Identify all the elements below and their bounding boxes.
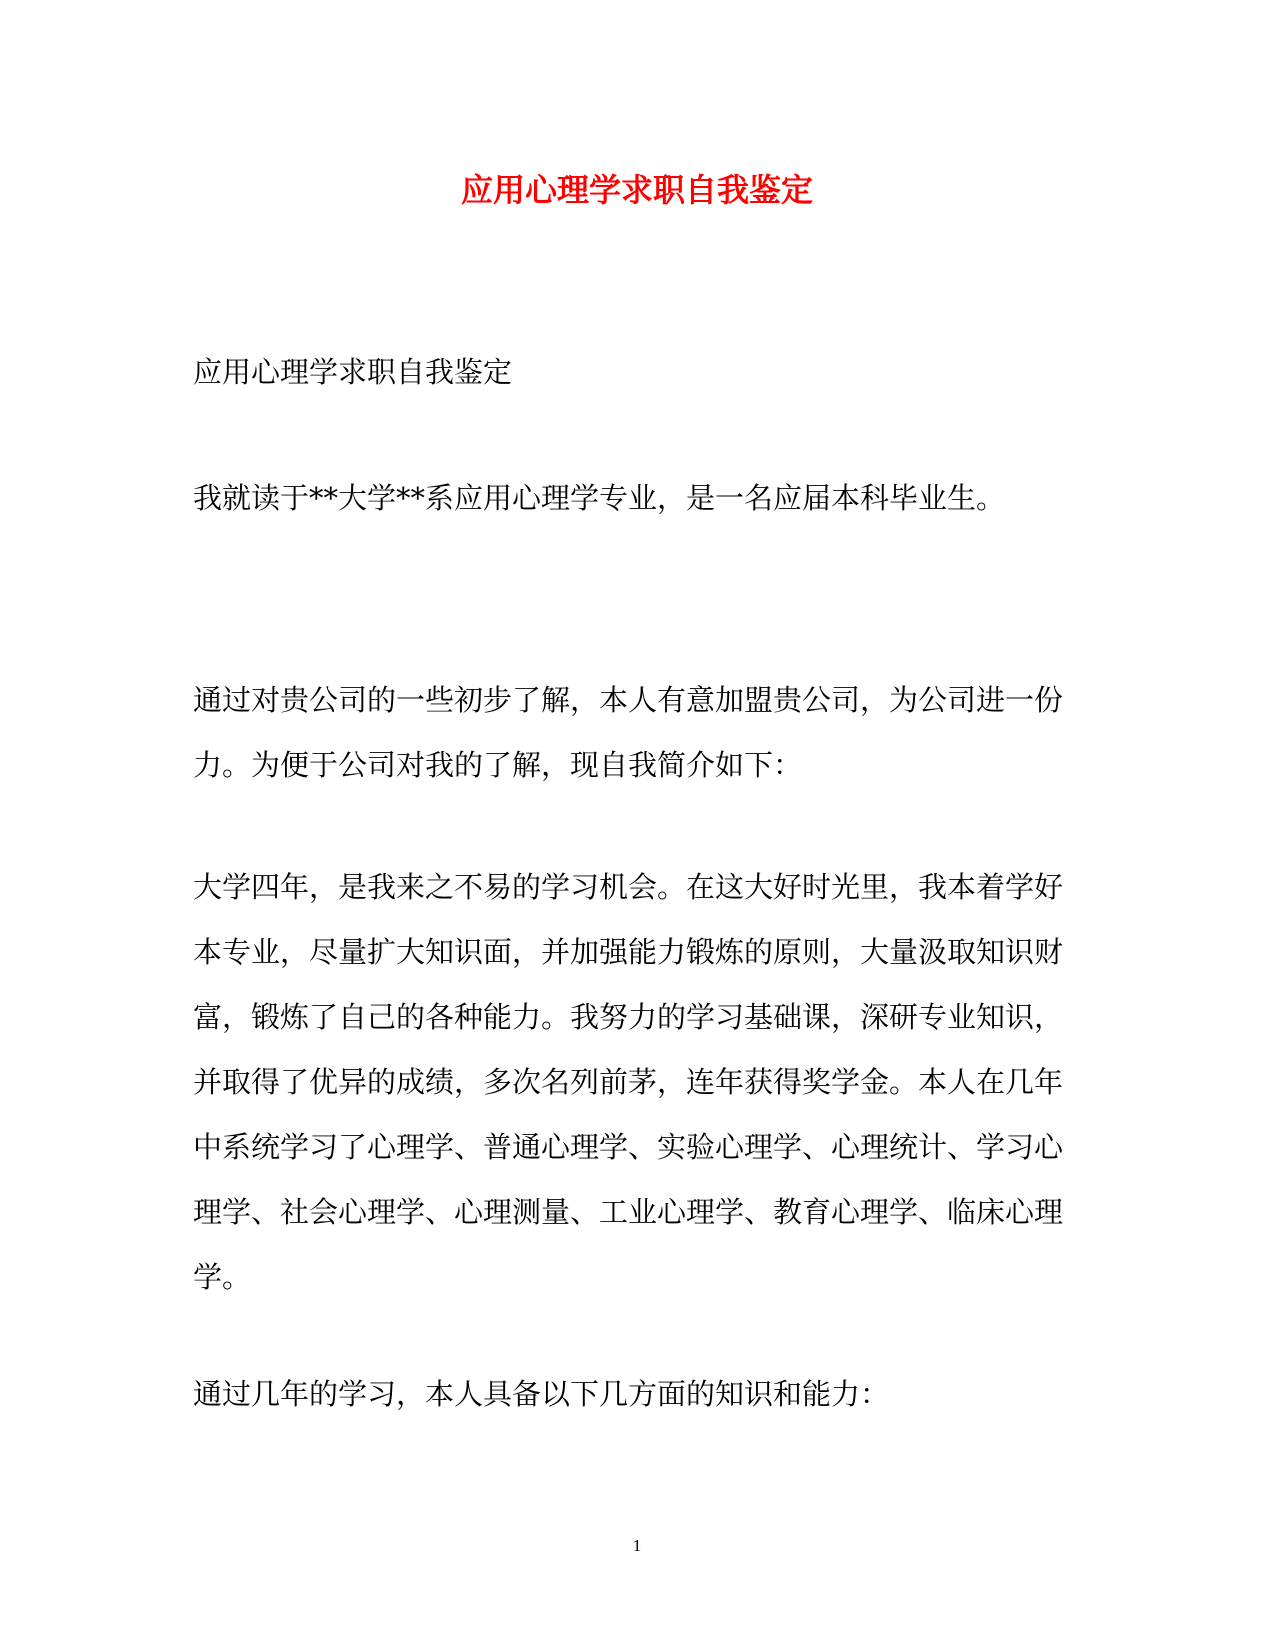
paragraph-study: 大学四年，是我来之不易的学习机会。在这大好时光里，我本着学好本专业，尽量扩大知识面，并加强能力锻炼的原则，大量汲取知识财富，锻炼了自己的各种能力。我努力的学习基础课，深研专业知识，并取得了优异的成绩，多次名列前茅，连年获得奖学金。本人在几年中系统学习了心理学、普通心理学、实验心理学、心理统计、学习心理学、社会心理学、心理测量、工业心理学、教育心理学、临床心理学。 xyxy=(193,870,1064,1294)
paragraph-abilities: 通过几年的学习，本人具备以下几方面的知识和能力： xyxy=(193,1377,890,1411)
paragraph-purpose: 通过对贵公司的一些初步了解，本人有意加盟贵公司，为公司进一份力。为便于公司对我的了解，现自我简介如下： xyxy=(193,683,1064,782)
paragraph-heading: 应用心理学求职自我鉴定 xyxy=(193,355,513,389)
page-number: 1 xyxy=(632,1536,642,1555)
paragraph-intro: 我就读于**大学**系应用心理学专业，是一名应届本科毕业生。 xyxy=(193,481,1006,515)
document-title: 应用心理学求职自我鉴定 xyxy=(460,171,813,209)
